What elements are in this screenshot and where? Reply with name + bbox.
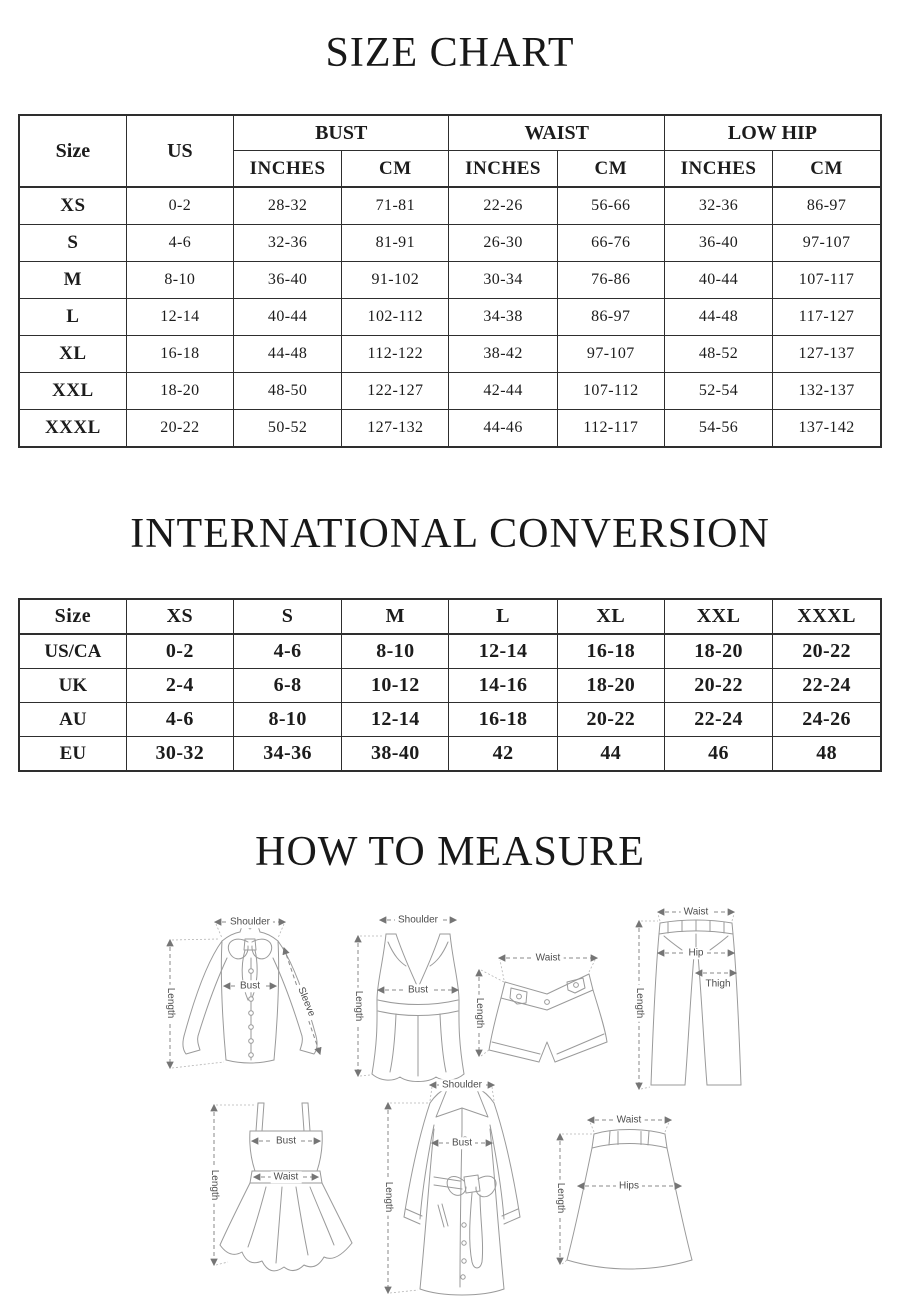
data-cell: 48-50 (233, 373, 341, 410)
data-cell: 97-107 (557, 336, 664, 373)
data-cell: 112-122 (342, 336, 449, 373)
data-cell: 42 (449, 737, 557, 772)
data-cell: 107-112 (557, 373, 664, 410)
data-cell: 12-14 (342, 703, 449, 737)
data-cell: 12-14 (449, 634, 557, 669)
measure-label-length: Length (633, 985, 645, 1022)
region-row-eu (19, 737, 881, 772)
header-low-hip: LOW HIP (664, 115, 881, 151)
data-cell: 86-97 (773, 187, 881, 225)
measure-label-hips: Hips (616, 1180, 642, 1192)
size-row-xxl (19, 373, 881, 410)
measure-label-waist: Waist (681, 906, 712, 918)
data-cell: 6-8 (233, 669, 341, 703)
header-cell: XS (126, 599, 233, 634)
size-label: M (19, 262, 126, 299)
region-row-uk (19, 669, 881, 703)
figure-coat (372, 1077, 552, 1299)
data-cell: 4-6 (233, 634, 341, 669)
coat-drawing (372, 1077, 552, 1299)
data-cell: 66-76 (557, 225, 664, 262)
data-cell: 18-20 (664, 634, 772, 669)
size-row-l (19, 299, 881, 336)
measure-label-length: Length (352, 988, 364, 1025)
data-cell: 10-12 (342, 669, 449, 703)
header-unit: INCHES (664, 151, 772, 188)
data-cell: 36-40 (664, 225, 772, 262)
figure-skirt (552, 1108, 707, 1280)
figure-pants (628, 903, 763, 1093)
measure-label-bust: Bust (273, 1135, 299, 1147)
data-cell: 117-127 (773, 299, 881, 336)
size-label: XL (19, 336, 126, 373)
header-unit: CM (342, 151, 449, 188)
data-cell: 46 (664, 737, 772, 772)
measure-label-length: Length (473, 995, 485, 1032)
figure-shorts (467, 938, 625, 1078)
measure-label-shoulder: Shoulder (439, 1079, 485, 1091)
data-cell: 20-22 (773, 634, 881, 669)
region-label: US/CA (19, 634, 126, 669)
data-cell: 30-32 (126, 737, 233, 772)
data-cell: 40-44 (664, 262, 772, 299)
size-row-xl (19, 336, 881, 373)
header-us: US (126, 115, 233, 187)
measure-label-waist: Waist (614, 1114, 645, 1126)
data-cell: 91-102 (342, 262, 449, 299)
measure-label-hip: Hip (685, 947, 706, 959)
data-cell: 2-4 (126, 669, 233, 703)
data-cell: 20-22 (557, 703, 664, 737)
data-cell: 26-30 (449, 225, 557, 262)
data-cell: 22-24 (773, 669, 881, 703)
how-to-measure-title: HOW TO MEASURE (255, 829, 645, 875)
size-chart-table (18, 114, 882, 448)
data-cell: 52-54 (664, 373, 772, 410)
data-cell: 42-44 (449, 373, 557, 410)
size-label: XXXL (19, 410, 126, 448)
header-cell: Size (19, 599, 126, 634)
size-row-s (19, 225, 881, 262)
data-cell: 36-40 (233, 262, 341, 299)
header-unit: INCHES (449, 151, 557, 188)
us-value: 20-22 (126, 410, 233, 448)
measure-label-waist: Waist (271, 1171, 302, 1183)
data-cell: 107-117 (773, 262, 881, 299)
international-conversion-table (18, 598, 882, 772)
data-cell: 32-36 (233, 225, 341, 262)
measure-label-waist: Waist (533, 952, 564, 964)
group-header-row (19, 115, 881, 151)
header-unit: CM (557, 151, 664, 188)
figure-dress (198, 1095, 378, 1275)
data-cell: 71-81 (342, 187, 449, 225)
data-cell: 102-112 (342, 299, 449, 336)
data-cell: 122-127 (342, 373, 449, 410)
region-row-au (19, 703, 881, 737)
data-cell: 54-56 (664, 410, 772, 448)
us-value: 12-14 (126, 299, 233, 336)
data-cell: 0-2 (126, 634, 233, 669)
data-cell: 16-18 (449, 703, 557, 737)
data-cell: 22-26 (449, 187, 557, 225)
region-label: EU (19, 737, 126, 772)
region-label: UK (19, 669, 126, 703)
size-label: L (19, 299, 126, 336)
us-value: 0-2 (126, 187, 233, 225)
data-cell: 4-6 (126, 703, 233, 737)
header-waist: WAIST (449, 115, 664, 151)
data-cell: 8-10 (342, 634, 449, 669)
measure-label-sleeve: Sleeve (294, 983, 318, 1021)
data-cell: 16-18 (557, 634, 664, 669)
skirt-drawing (552, 1108, 707, 1280)
data-cell: 86-97 (557, 299, 664, 336)
data-cell: 44-46 (449, 410, 557, 448)
region-row-usca (19, 634, 881, 669)
data-cell: 81-91 (342, 225, 449, 262)
header-cell: S (233, 599, 341, 634)
pants-drawing (628, 903, 763, 1093)
data-cell: 44-48 (664, 299, 772, 336)
measure-label-length: Length (208, 1167, 220, 1204)
data-cell: 38-40 (342, 737, 449, 772)
data-cell: 127-132 (342, 410, 449, 448)
data-cell: 44-48 (233, 336, 341, 373)
header-cell: M (342, 599, 449, 634)
header-cell: XXL (664, 599, 772, 634)
data-cell: 44 (557, 737, 664, 772)
size-row-xs (19, 187, 881, 225)
figure-blouse (160, 908, 340, 1083)
size-label: S (19, 225, 126, 262)
header-cell: L (449, 599, 557, 634)
data-cell: 18-20 (557, 669, 664, 703)
data-cell: 38-42 (449, 336, 557, 373)
conversion-header-row (19, 599, 881, 634)
data-cell: 112-117 (557, 410, 664, 448)
header-unit: INCHES (233, 151, 341, 188)
us-value: 8-10 (126, 262, 233, 299)
header-bust: BUST (233, 115, 448, 151)
data-cell: 132-137 (773, 373, 881, 410)
header-cell: XXXL (773, 599, 881, 634)
us-value: 16-18 (126, 336, 233, 373)
data-cell: 97-107 (773, 225, 881, 262)
data-cell: 137-142 (773, 410, 881, 448)
data-cell: 48-52 (664, 336, 772, 373)
data-cell: 127-137 (773, 336, 881, 373)
data-cell: 48 (773, 737, 881, 772)
dress-drawing (198, 1095, 378, 1275)
data-cell: 30-34 (449, 262, 557, 299)
data-cell: 32-36 (664, 187, 772, 225)
header-cell: XL (557, 599, 664, 634)
data-cell: 20-22 (664, 669, 772, 703)
region-label: AU (19, 703, 126, 737)
data-cell: 40-44 (233, 299, 341, 336)
how-to-measure-diagrams (0, 880, 900, 1300)
international-conversion-title: INTERNATIONAL CONVERSION (130, 511, 770, 557)
header-unit: CM (773, 151, 881, 188)
data-cell: 50-52 (233, 410, 341, 448)
measure-label-shoulder: Shoulder (227, 916, 273, 928)
data-cell: 56-66 (557, 187, 664, 225)
measure-label-length: Length (554, 1180, 566, 1217)
blouse-drawing (160, 908, 340, 1083)
measure-label-bust: Bust (237, 980, 263, 992)
size-row-xxxl (19, 410, 881, 448)
data-cell: 14-16 (449, 669, 557, 703)
data-cell: 34-36 (233, 737, 341, 772)
size-label: XXL (19, 373, 126, 410)
data-cell: 22-24 (664, 703, 772, 737)
measure-label-shoulder: Shoulder (395, 914, 441, 926)
us-value: 18-20 (126, 373, 233, 410)
data-cell: 76-86 (557, 262, 664, 299)
size-label: XS (19, 187, 126, 225)
us-value: 4-6 (126, 225, 233, 262)
measure-label-length: Length (164, 985, 176, 1022)
header-size: Size (19, 115, 126, 187)
size-row-m (19, 262, 881, 299)
measure-label-bust: Bust (405, 984, 431, 996)
data-cell: 24-26 (773, 703, 881, 737)
data-cell: 28-32 (233, 187, 341, 225)
measure-label-length: Length (382, 1179, 394, 1216)
measure-label-bust: Bust (449, 1137, 475, 1149)
data-cell: 8-10 (233, 703, 341, 737)
size-chart-title: SIZE CHART (325, 30, 575, 76)
measure-label-thigh: Thigh (702, 978, 733, 990)
data-cell: 34-38 (449, 299, 557, 336)
